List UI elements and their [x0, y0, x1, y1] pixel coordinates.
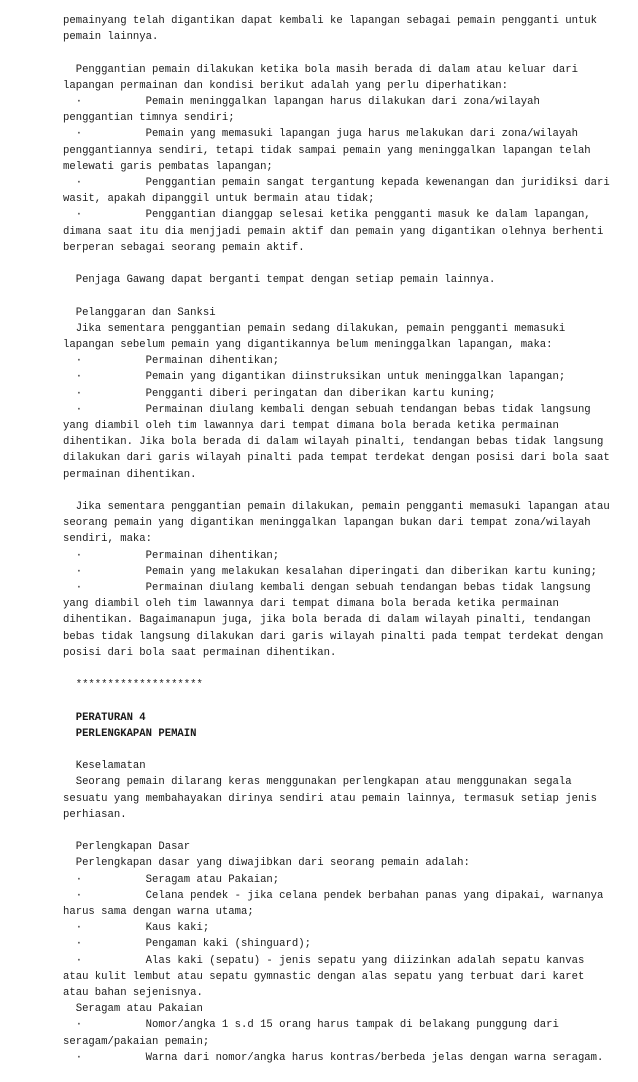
text-line: Pelanggaran dan Sanksi — [63, 306, 216, 319]
text-line: · Permainan diulang kembali dengan sebuah tendangan bebas tidak langsung — [63, 582, 591, 595]
text-line: · Pengganti diberi peringatan dan diberikan kartu kuning; — [63, 387, 496, 400]
paragraph — [63, 62, 623, 256]
text-line: posisi dari bola saat permainan dihentikan. — [63, 646, 337, 659]
text-line: atau kulit lembut atau sepatu gymnastic dengan alas sepatu yang terbuat dari karet — [63, 970, 585, 983]
text-line: pemainyang telah digantikan dapat kembali ke lapangan sebagai pemain pengganti untuk — [63, 15, 598, 27]
paragraph — [63, 499, 623, 661]
text-line: Jika sementara penggantian pemain sedang dilakukan, pemain pengganti memasuki — [63, 322, 566, 335]
text-line: · Permainan diulang kembali dengan sebuah tendangan bebas tidak langsung — [63, 403, 591, 416]
text-line: bebas tidak langsung dilakukan dari garis wilayah pinalti pada tempat terdekat dengan — [63, 630, 604, 643]
text-line: yang diambil oleh tim lawannya dari tempat dimana bola berada ketika permainan — [63, 598, 559, 611]
text-line: melewati garis pembatas lapangan; — [63, 160, 273, 173]
section-heading — [63, 710, 623, 742]
text-line: · Pengaman kaki (shinguard); — [63, 938, 311, 951]
text-line: seragam/pakaian pemain; — [63, 1035, 210, 1048]
paragraph — [63, 13, 623, 45]
text-line: sesuatu yang membahayakan dirinya sendiri atau pemain lainnya, termasuk setiap jenis — [63, 792, 598, 805]
paragraph — [63, 839, 623, 1066]
text-line: ******************** — [63, 679, 203, 692]
text-line: · Penggantian pemain sangat tergantung kepada kewenangan dan juridiksi dari — [63, 177, 610, 190]
text-line: Perlengkapan Dasar — [63, 841, 191, 854]
paragraph — [63, 677, 623, 693]
text-line: · Permainan dihentikan; — [63, 549, 280, 562]
text-line: PERATURAN 4 — [63, 711, 146, 724]
text-line: Seragam atau Pakaian — [63, 1003, 203, 1016]
text-line: · Penggantian dianggap selesai ketika pengganti masuk ke dalam lapangan, — [63, 209, 591, 222]
text-line: atau bahan sejenisnya. — [63, 987, 203, 1000]
paragraph — [63, 758, 623, 823]
text-line: dimana saat itu dia menjjadi pemain aktif dan pemain yang digantikan olehnya berhenti — [63, 225, 604, 238]
paragraph — [63, 272, 623, 288]
text-line: Jika sementara penggantian pemain dilakukan, pemain pengganti memasuki lapangan atau — [63, 501, 610, 514]
text-line: yang diambil oleh tim lawannya dari tempat dimana bola berada ketika permainan — [63, 420, 559, 433]
text-line: · Pemain meninggalkan lapangan harus dilakukan dari zona/wilayah — [63, 96, 540, 108]
text-line: · Seragam atau Pakaian; — [63, 873, 280, 886]
text-line: harus sama dengan warna utama; — [63, 906, 254, 919]
text-line: · Kaus kaki; — [63, 922, 210, 935]
text-line: · Permainan dihentikan; — [63, 355, 280, 368]
text-line: Seorang pemain dilarang keras menggunakan perlengkapan atau menggunakan segala — [63, 776, 572, 789]
text-line: · Pemain yang melakukan kesalahan diperingati dan diberikan kartu kuning; — [63, 565, 598, 578]
text-line: PERLENGKAPAN PEMAIN — [63, 727, 197, 740]
text-line: berperan sebagai seorang pemain aktif. — [63, 241, 305, 254]
paragraph — [63, 305, 623, 483]
text-line: pemain lainnya. — [63, 31, 159, 44]
text-line: Penjaga Gawang dapat berganti tempat dengan setiap pemain lainnya. — [63, 274, 496, 287]
text-line: penggantiannya sendiri, tetapi tidak sampai pemain yang meninggalkan lapangan telah — [63, 144, 591, 157]
text-line: permainan dihentikan. — [63, 468, 197, 481]
document-page — [63, 13, 623, 1082]
text-line: Penggantian pemain dilakukan ketika bola masih berada di dalam atau keluar dari — [63, 63, 578, 76]
text-line: dihentikan. Jika bola berada di dalam wilayah pinalti, tendangan bebas tidak langsung — [63, 436, 604, 449]
text-line: dihentikan. Bagaimanapun juga, jika bola berada di dalam wilayah pinalti, tendangan — [63, 614, 591, 627]
text-line: Keselamatan — [63, 760, 146, 773]
text-line: · Nomor/angka 1 s.d 15 orang harus tampak di belakang punggung dari — [63, 1019, 559, 1032]
text-line: · Pemain yang digantikan diinstruksikan untuk meninggalkan lapangan; — [63, 371, 566, 384]
text-line: · Warna dari nomor/angka harus kontras/berbeda jelas dengan warna seragam. — [63, 1051, 604, 1064]
text-line: perhiasan. — [63, 808, 127, 821]
text-line: seorang pemain yang digantikan meninggalkan lapangan bukan dari tempat zona/wilayah — [63, 517, 591, 530]
text-line: sendiri, maka: — [63, 533, 153, 546]
text-line: Perlengkapan dasar yang diwajibkan dari seorang pemain adalah: — [63, 857, 470, 870]
text-line: · Pemain yang memasuki lapangan juga harus melakukan dari zona/wilayah — [63, 128, 578, 141]
text-line: dilakukan dari garis wilayah pinalti pada tempat terdekat dengan posisi dari bola saat — [63, 452, 610, 465]
text-line: lapangan sebelum pemain yang digantikannya belum meninggalkan lapangan, maka: — [63, 339, 553, 352]
text-line: · Alas kaki (sepatu) - jenis sepatu yang diizinkan adalah sepatu kanvas — [63, 954, 585, 967]
text-line: lapangan permainan dan kondisi berikut adalah yang perlu diperhatikan: — [63, 79, 509, 92]
text-line: wasit, apakah dipanggil untuk bermain atau tidak; — [63, 193, 375, 206]
text-line: penggantian timnya sendiri; — [63, 112, 235, 125]
text-line: · Celana pendek - jika celana pendek berbahan panas yang dipakai, warnanya — [63, 889, 604, 902]
